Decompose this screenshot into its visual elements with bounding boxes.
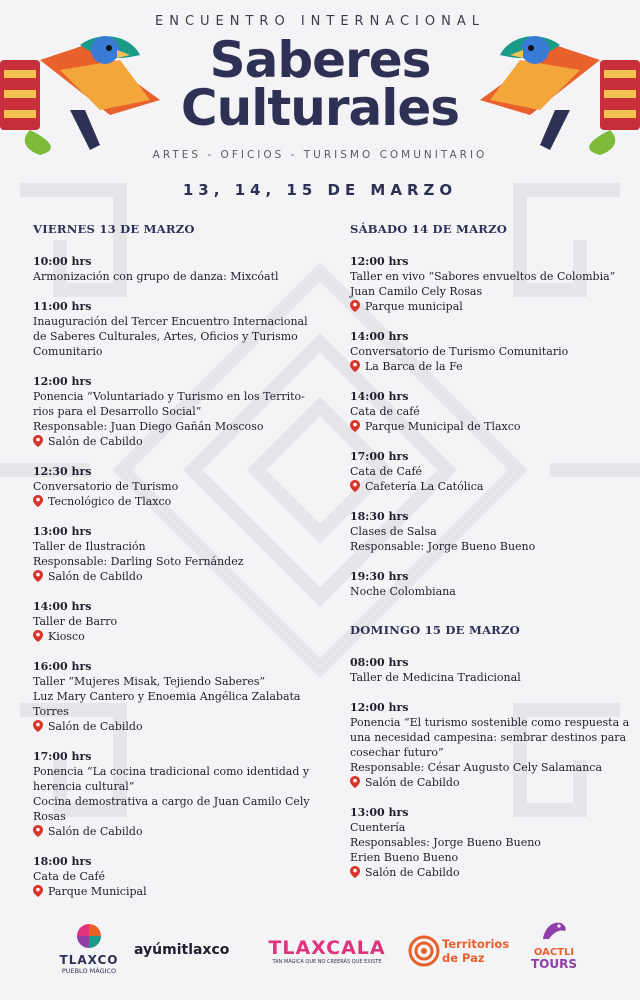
schedule-event bbox=[350, 509, 630, 554]
event-description-line: Taller en vivo “Sabores envueltos de Colombia” bbox=[350, 270, 616, 283]
logo-territorios-line1: Territorios bbox=[442, 937, 510, 951]
column-right bbox=[350, 222, 630, 895]
pinwheel-icon bbox=[76, 923, 102, 949]
event-time: 18:30 hrs bbox=[350, 510, 409, 523]
day-heading-viernes: VIERNES 13 DE MARZO bbox=[33, 222, 195, 236]
event-location-text: Salón de Cabildo bbox=[365, 776, 460, 789]
event-description-line: Inauguración del Tercer Encuentro Internacional bbox=[33, 315, 308, 328]
logo-tlaxco bbox=[56, 923, 122, 975]
title-line-1: Saberes bbox=[209, 31, 431, 89]
event-location bbox=[33, 569, 315, 584]
schedule-event bbox=[33, 464, 315, 509]
event-location bbox=[350, 359, 630, 374]
event-description-line: Noche Colombiana bbox=[350, 585, 456, 598]
event-description-line: Erien Bueno Bueno bbox=[350, 851, 459, 864]
column-left bbox=[33, 222, 315, 914]
event-description-line: Armonización con grupo de danza: Mixcóatl bbox=[33, 270, 279, 283]
event-time: 08:00 hrs bbox=[350, 656, 409, 669]
event-description-line: Responsable: Juan Diego Gañán Moscoso bbox=[33, 420, 264, 433]
event-location-text: Parque Municipal bbox=[48, 885, 147, 898]
event-location bbox=[350, 299, 630, 314]
event-time: 10:00 hrs bbox=[33, 255, 92, 268]
event-time: 12:00 hrs bbox=[33, 375, 92, 388]
event-description-line: Responsable: Jorge Bueno Bueno bbox=[350, 540, 536, 553]
event-description-line: Comunitario bbox=[33, 345, 103, 358]
schedule-event bbox=[33, 599, 315, 644]
event-description-line: Ponencia “La cocina tradicional como identidad y bbox=[33, 765, 310, 778]
event-description-line: herencia cultural” bbox=[33, 780, 135, 793]
schedule-event bbox=[350, 254, 630, 314]
event-dates: 13, 14, 15 DE MARZO bbox=[182, 181, 458, 199]
location-pin-icon bbox=[350, 300, 360, 312]
location-pin-icon bbox=[33, 570, 43, 582]
event-description-line: Cata de café bbox=[350, 405, 420, 418]
schedule-list-viernes bbox=[33, 254, 315, 899]
event-description-line: Conversatorio de Turismo Comunitario bbox=[350, 345, 569, 358]
event-description-line: rios para el Desarrollo Social” bbox=[33, 405, 202, 418]
event-time: 13:00 hrs bbox=[33, 525, 92, 538]
event-description-line: Juan Camilo Cely Rosas bbox=[350, 285, 483, 298]
event-description-line: cosechar futuro” bbox=[350, 746, 444, 759]
event-description-line: Taller de Barro bbox=[33, 615, 118, 628]
event-time: 14:00 hrs bbox=[350, 390, 409, 403]
spiral-icon bbox=[408, 935, 440, 967]
event-location bbox=[350, 865, 630, 880]
event-description-line: Taller de Ilustración bbox=[33, 540, 146, 553]
logo-oactli-line2: TOURS bbox=[530, 957, 577, 971]
event-time: 13:00 hrs bbox=[350, 806, 409, 819]
location-pin-icon bbox=[350, 480, 360, 492]
schedule-event bbox=[33, 254, 315, 284]
event-time: 14:00 hrs bbox=[33, 600, 92, 613]
logo-oactli-tours bbox=[525, 917, 583, 971]
event-time: 18:00 hrs bbox=[33, 855, 92, 868]
event-location-text: Kiosco bbox=[48, 630, 85, 643]
event-description-line: Luz Mary Cantero y Enoemia Angélica Zalabata bbox=[33, 690, 301, 703]
event-description-line: Torres bbox=[33, 705, 69, 718]
event-description-line: Cata de Café bbox=[350, 465, 423, 478]
schedule-event bbox=[33, 524, 315, 584]
event-description-line: Taller “Mujeres Misak, Tejiendo Saberes” bbox=[33, 675, 266, 688]
event-description-line: Conversatorio de Turismo bbox=[33, 480, 179, 493]
logo-territorios-line2: de Paz bbox=[442, 951, 485, 965]
event-location bbox=[350, 775, 630, 790]
event-description-line: Ponencia “El turismo sostenible como respuesta a bbox=[350, 716, 630, 729]
event-description-line: una necesidad campesina: sembrar destinos para bbox=[350, 731, 627, 744]
day-heading-sabado: SÁBADO 14 DE MARZO bbox=[350, 222, 508, 236]
schedule-event bbox=[350, 569, 630, 599]
event-time: 12:30 hrs bbox=[33, 465, 92, 478]
event-description-line: Taller de Medicina Tradicional bbox=[350, 671, 521, 684]
event-description-line: Responsable: Darling Soto Fernández bbox=[33, 555, 244, 568]
event-time: 17:00 hrs bbox=[350, 450, 409, 463]
schedule-event bbox=[350, 389, 630, 434]
event-location-text: Salón de Cabildo bbox=[48, 570, 143, 583]
event-time: 11:00 hrs bbox=[33, 300, 92, 313]
bird-logo-icon bbox=[539, 917, 569, 943]
event-location bbox=[33, 494, 315, 509]
event-description-line: Cata de Café bbox=[33, 870, 106, 883]
location-pin-icon bbox=[33, 825, 43, 837]
location-pin-icon bbox=[350, 866, 360, 878]
event-time: 14:00 hrs bbox=[350, 330, 409, 343]
event-kicker: ENCUENTRO INTERNACIONAL bbox=[155, 14, 485, 29]
event-location bbox=[33, 719, 315, 734]
event-subtitle: ARTES - OFICIOS - TURISMO COMUNITARIO bbox=[152, 149, 488, 161]
event-location bbox=[33, 884, 315, 899]
location-pin-icon bbox=[350, 360, 360, 372]
location-pin-icon bbox=[350, 776, 360, 788]
event-description-line: Clases de Salsa bbox=[350, 525, 437, 538]
day-heading-domingo: DOMINGO 15 DE MARZO bbox=[350, 623, 520, 637]
sponsor-footer bbox=[0, 915, 640, 1000]
event-location bbox=[350, 419, 630, 434]
event-time: 12:00 hrs bbox=[350, 255, 409, 268]
event-location bbox=[350, 479, 630, 494]
location-pin-icon bbox=[33, 885, 43, 897]
location-pin-icon bbox=[33, 630, 43, 642]
event-location-text: Salón de Cabildo bbox=[48, 720, 143, 733]
logo-tlaxco-tag: PUEBLO MÁGICO bbox=[61, 967, 117, 975]
event-description-line: Responsable: César Augusto Cely Salamanca bbox=[350, 761, 603, 774]
event-description-line: Rosas bbox=[33, 810, 66, 823]
schedule-event bbox=[350, 700, 630, 790]
event-description-line: Cocina demostrativa a cargo de Juan Camilo Cely bbox=[33, 795, 310, 808]
event-location-text: Salón de Cabildo bbox=[48, 825, 143, 838]
event-location-text: Parque municipal bbox=[365, 300, 463, 313]
schedule-event bbox=[33, 854, 315, 899]
logo-ayumitlaxco: ayúmitlaxco bbox=[134, 942, 230, 958]
event-title bbox=[0, 31, 640, 137]
location-pin-icon bbox=[33, 435, 43, 447]
schedule-event bbox=[33, 299, 315, 359]
event-location-text: Salón de Cabildo bbox=[365, 866, 460, 879]
event-description-line: Cuentería bbox=[350, 821, 406, 834]
event-time: 16:00 hrs bbox=[33, 660, 92, 673]
event-location-text: Tecnológico de Tlaxco bbox=[48, 495, 172, 508]
event-location bbox=[33, 434, 315, 449]
event-description-line: de Saberes Culturales, Artes, Oficios y Turismo bbox=[33, 330, 298, 343]
event-time: 12:00 hrs bbox=[350, 701, 409, 714]
logo-tlaxcala-tag: TAN MÁGICA QUE NO CREERÁS QUE EXISTE bbox=[272, 959, 382, 965]
event-location bbox=[33, 824, 315, 839]
schedule-list-sabado bbox=[350, 254, 630, 599]
event-description-line: Responsables: Jorge Bueno Bueno bbox=[350, 836, 541, 849]
event-time: 17:00 hrs bbox=[33, 750, 92, 763]
location-pin-icon bbox=[33, 720, 43, 732]
logo-oactli-line1: OACTLI bbox=[533, 947, 575, 958]
event-description-line: Ponencia “Voluntariado y Turismo en los Territo- bbox=[33, 390, 305, 403]
event-location bbox=[33, 629, 315, 644]
title-line-2: Culturales bbox=[180, 79, 460, 137]
location-pin-icon bbox=[350, 420, 360, 432]
schedule-event bbox=[33, 749, 315, 839]
location-pin-icon bbox=[33, 495, 43, 507]
event-location-text: Parque Municipal de Tlaxco bbox=[365, 420, 521, 433]
logo-tlaxcala-name: TLAXCALA bbox=[268, 937, 386, 959]
logo-tlaxco-name: TLAXCO bbox=[59, 953, 119, 967]
schedule-event bbox=[350, 655, 630, 685]
event-location-text: La Barca de la Fe bbox=[365, 360, 463, 373]
schedule-event bbox=[350, 329, 630, 374]
event-location-text: Cafetería La Católica bbox=[365, 480, 484, 493]
schedule-event bbox=[350, 449, 630, 494]
schedule-event bbox=[33, 659, 315, 734]
schedule-event bbox=[350, 805, 630, 880]
logo-tlaxcala bbox=[262, 937, 392, 965]
event-location-text: Salón de Cabildo bbox=[48, 435, 143, 448]
schedule-list-domingo bbox=[350, 655, 630, 880]
header bbox=[0, 0, 640, 205]
event-time: 19:30 hrs bbox=[350, 570, 409, 583]
schedule-event bbox=[33, 374, 315, 449]
